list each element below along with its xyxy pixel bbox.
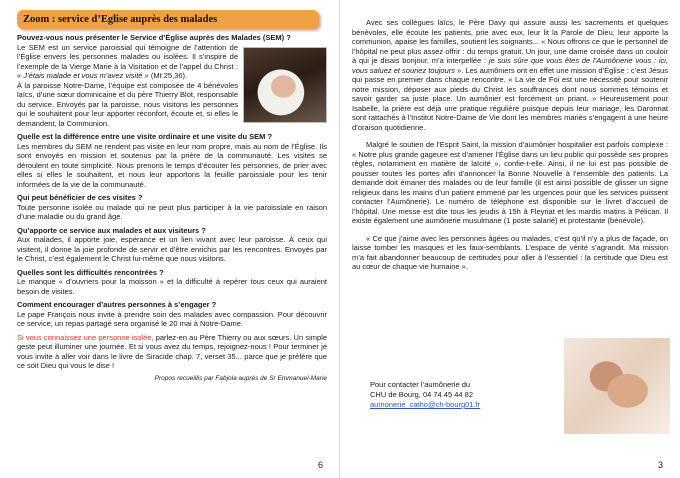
answer-1b: À la paroisse Notre-Dame, l’équipe est composée de 4 bénévoles laïcs, d’une sœur dominicaine et du père Thierry Blot, responsable du service. Envoyés par la paroisse, nous visitons les personnes qui le souhaitent pour leur apporter réconfort, écoute et, si elles le demandent, la Communion. xyxy=(17,80,238,128)
contact-block xyxy=(370,380,480,410)
answer-3: Toute personne isolée ou malade qui ne peut plus participer à la vie paroissiale en raison d’une maladie ou du grand âge. xyxy=(17,202,327,221)
answer-1-quote: « J’étais malade et vous m’avez visité » xyxy=(17,71,149,80)
contact-line-2: CHU de Bourg, 04 74 45 44 82 xyxy=(370,390,473,399)
answer-1-ref: (Mt 25,36). xyxy=(150,71,188,80)
answer-2: Les membres du SEM ne rendent pas visite en leur nom propre, mais au nom de l’Église. Ils sont envoyés en mission et soutenus par la prière de la communauté. Les visites se déroulent en toute simplicité. Nous prenons le temps d’écouter les personnes, de prier avec elles si elles le souhaitent, et nous leur apportons la feuille paroissiale pour les tenir informées de la vie de la communauté. xyxy=(17,141,327,189)
page-number-right: 3 xyxy=(658,460,664,470)
paragraph-1-cont: ». Les aumôniers ont en effet une mission d’Église : c’est Jésus qui passe en premier dans chaque rencontre. « La vie de Foi est une nécessité pour soutenir notre mission, déposer aux pieds du Christ les souffrances dont nous sommes témoins et savoir garder sa juste place. Un aumônier est forcément un priant. » Heureusement pour Isabelle, la prière est déjà une pratique régulière puisque depuis leur mariage, les Daronnat sont rattachés à l’Institut Notre-Dame de Vie dont les membres mariés s’engagent à une heure d’oraison quotidienne. xyxy=(352,65,668,132)
answer-6: Le pape François nous invite à prendre soin des malades avec compassion. Pour découvrir ce service, un repas partagé sera organisé le 20 mai à Notre-Dame. xyxy=(17,309,327,328)
answer-1-text: Le SEM est un service paroissial qui témoigne de l’attention de l’Église envers les personnes malades ou isolées. Il s’inspire de l’exemple de la Vierge Marie à la Visitation et de l’appel du Christ : xyxy=(17,42,238,71)
question-1: Pouvez-vous nous présenter le Service d’Église auprès des Malades (SEM) ? xyxy=(17,33,291,42)
paragraph-3: « Ce que j’aime avec les personnes âgées ou malades, c’est qu’il n’y a plus de façade, on laisse tomber les masques et les faux-semblants. L’espace de vérité s’agrandit. Ma mission m’a fait abandonner beaucoup de certitudes pour aller à l’essentiel : la certitude que Dieu est au cœur de chaque vie humaine ». xyxy=(352,233,668,271)
hands-photo xyxy=(564,338,670,434)
contact-line-1: Pour contacter l’aumônerie du xyxy=(370,380,471,389)
answer-7 xyxy=(17,333,327,371)
nun-photo xyxy=(243,47,327,123)
page-number-left: 6 xyxy=(318,460,324,470)
paragraph-2: Malgré le soutien de l’Esprit Saint, la mission d’aumônier hospitalier est parfois complexe : « Notre plus grande gageure est d’amener l’Église dans un lieu public qui possède ses propres règles, notamment en matière de laïcité », confie-t-elle. Ainsi, il ne lui est pas possible de pousser toutes les portes afin d’annoncer la Bonne Nouvelle à l’ensemble des patients. La demande doit émaner des malades ou de leur famille (il est ainsi possible de glisser un signe religieux dans les mains d’un patient emmené par les urgences pour que les services puissent contacter l’Aumônerie). Le numéro de téléphone est disponible sur le livret d’accueil de l’hôpital. Une messe est dite tous les jeudis à 15h à Fleyriat et les mardis matins à Pélican. Il existe également une aumônerie musulmane (1 poste salarié) et protestante (bénévole). xyxy=(352,140,668,225)
right-page xyxy=(340,0,680,478)
contact-email-link[interactable]: aumonerie_catho@ch-bourg01.fr xyxy=(370,400,481,409)
question-6: Comment encourager d’autres personnes à s’engager ? xyxy=(17,300,217,309)
section-title: Zoom : service d’Eglise auprès des malades xyxy=(17,10,319,29)
question-4: Qu’apporte ce service aux malades et aux visiteurs ? xyxy=(17,225,206,235)
answer-4: Aux malades, il apporte joie, espérance et un lien vivant avec leur paroisse. À ceux qui visitent, il donne la joie profonde de servir et d’être enrichis par les rencontres. Envoyés par le Christ, c’est également le Christ lui-même que nous visitons. xyxy=(17,235,327,263)
paragraph-1-quote: je suis sûre que vous êtes de l’Aumônerie vous : ici, vous saluez et souriez toujours xyxy=(352,56,668,75)
paragraph-1-text: Avec ses collègues laïcs, le Père Davy qui assure aussi les sacrements et quelques bénévoles, elle écoute les patients, prie avec eux, leur lit la Parole de Dieu, leur apporte la communion, apaise les familles, soutient les soignants... « Nous offrons ce que le personnel de l’hôpital ne peut plus assez offrir : du temps gratuit. Un jour, une dame croisée dans un couloir à qui je disais bonjour, m’a interpellée : xyxy=(352,18,668,65)
credit-line: Propos recueillis par Fabjola auprès de Sr Emmanuel-Marie xyxy=(154,374,327,382)
answer-7-highlight: Si vous connaissez une personne isolée, xyxy=(17,332,154,342)
question-3: Qui peut bénéficier de ces visites ? xyxy=(17,193,143,202)
answer-7-text: parlez-en au Père Thierry ou aux sœurs. Un simple geste peut illuminer une journée. Et si vous avez du temps, rejoignez-nous ! Pour terminer je vous invite à aller voir dans le livre de Siracide chap. 7, verset 35... parce que je préfère que ce soit Dieu qui vous le dise ! xyxy=(17,332,328,370)
question-2: Quelle est la différence entre une visite ordinaire et une visite du SEM ? xyxy=(17,132,273,141)
question-5: Quelles sont les difficultés rencontrées ? xyxy=(17,267,164,277)
paragraph-1 xyxy=(352,18,668,132)
answer-5: Le manque « d’ouvriers pour la moisson » et la difficulté à repérer tous ceux qui auraient besoin de visites. xyxy=(17,277,327,296)
